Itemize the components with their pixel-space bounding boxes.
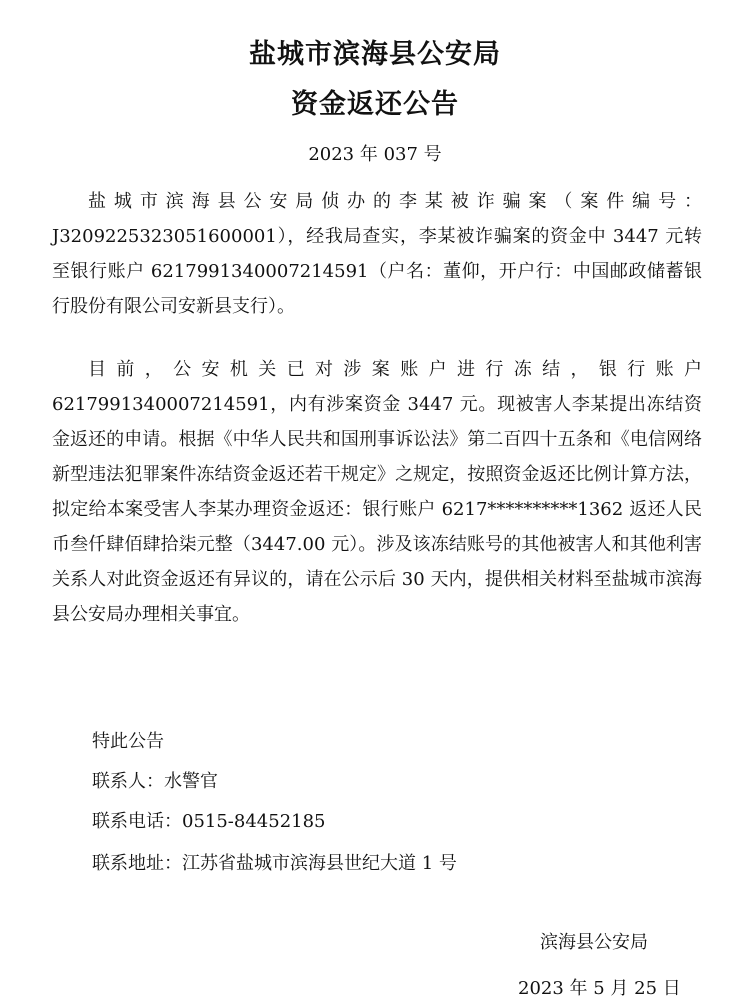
special-notice-line: 特此公告 (92, 731, 164, 752)
case-paragraph: 盐城市滨海县公安局侦办的李某被诈骗案（案件编号：J3209225323051600001），经我局查实，李某被诈骗案的资金中 3447 元转至银行账户 6217991340007214591（户名：董仰，开户行：中国邮政储蓄银行股份有限公司安新县支行）。 (52, 191, 702, 317)
issuer-title: 盐城市滨海县公安局 (249, 39, 501, 70)
contact-person: 联系人：水警官 (92, 771, 218, 792)
refund-paragraph: 目前，公安机关已对涉案账户进行冻结，银行账户 6217991340007214591，内有涉案资金 3447 元。现被害人李某提出冻结资金返还的申请。根据《中华人民共和国刑事诉讼法》第二百四十五条和《电信网络新型违法犯罪案件冻结资金返还若干规定》之规定，按照资金返还比例计算方法，拟定给本案受害人李某办理资金返还：银行账户 6217**********1362 返还人民币叁仟肆佰肆拾柒元整（3447.00 元）。涉及该冻结账号的其他被害人和其他利害关系人对此资金返还有异议的，请在公示后 30 天内，提供相关材料至盐城市滨海县公安局办理相关事宜。 (52, 359, 702, 625)
signature-organization: 滨海县公安局 (540, 932, 648, 953)
document-number: 2023 年 037 号 (308, 144, 442, 165)
contact-address: 联系地址：江苏省盐城市滨海县世纪大道 1 号 (92, 853, 457, 874)
notice-title: 资金返还公告 (291, 89, 459, 120)
contact-phone: 联系电话：0515-84452185 (92, 811, 326, 832)
signature-date: 2023 年 5 月 25 日 (518, 978, 681, 999)
